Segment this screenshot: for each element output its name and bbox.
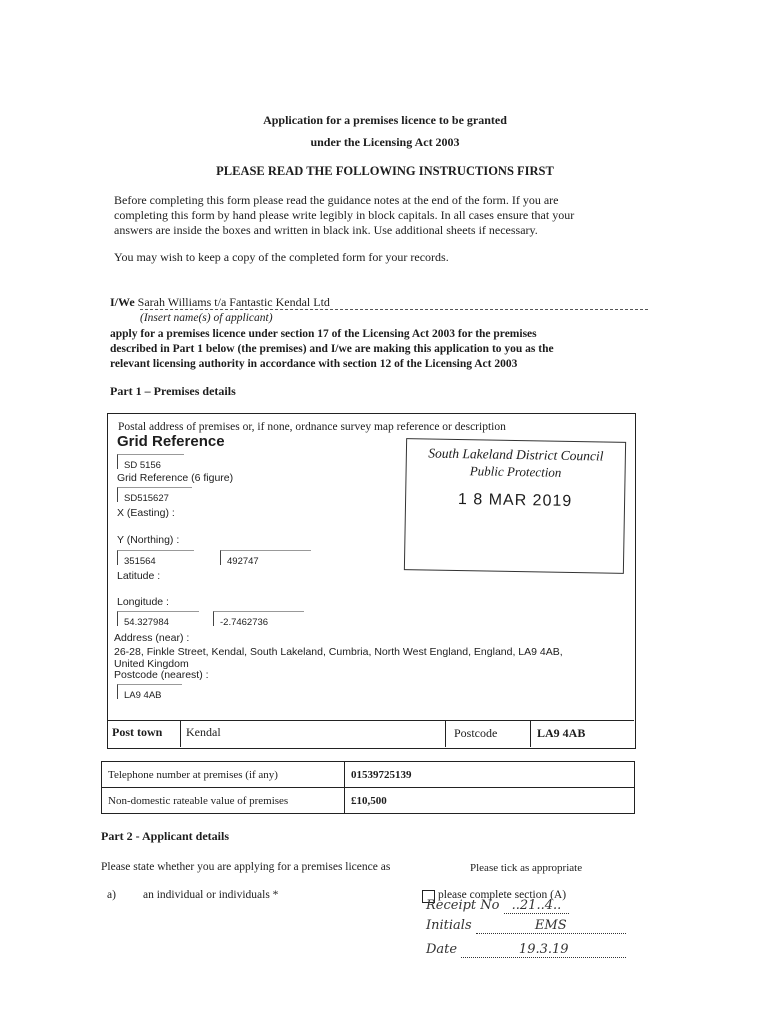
address-line: United Kingdom [114, 658, 189, 670]
apply-line: relevant licensing authority in accordance with section 12 of the Licensing Act 2003 [110, 358, 518, 370]
intro-paragraph [114, 193, 654, 238]
post-town-divider [180, 720, 181, 747]
applicant-prefix: I/We [110, 295, 135, 309]
post-town-divider [107, 720, 634, 721]
option-a-text: an individual or individuals * [143, 889, 279, 901]
apply-line: described in Part 1 below (the premises) and I/we are making this application to you as the [110, 343, 554, 355]
date-value: 19.3.19 [461, 942, 626, 958]
stamp-date: 1 8 MAR 2019 [457, 491, 573, 510]
address-line: 26-28, Finkle Street, Kendal, South Lakeland, Cumbria, North West England, England, LA9 4AB, [114, 646, 563, 658]
northing-field-1[interactable]: 351564 [117, 550, 194, 565]
applicant-name: Sarah Williams t/a Fantastic Kendal Ltd [137, 295, 330, 309]
table-row [102, 762, 635, 788]
form-subtitle: under the Licensing Act 2003 [310, 135, 460, 149]
records-note: You may wish to keep a copy of the completed form for your records. [114, 250, 449, 264]
table-row [102, 788, 635, 814]
grid6-field[interactable]: SD515627 [117, 487, 192, 502]
date-line [426, 942, 626, 958]
stamp-council: South Lakeland District Council [428, 445, 604, 464]
easting-label: X (Easting) : [117, 507, 175, 519]
northing-field-2[interactable]: 492747 [220, 550, 311, 565]
insert-name-note: (Insert name(s) of applicant) [140, 312, 273, 324]
latitude-label: Latitude : [117, 570, 161, 582]
intro-line: completing this form by hand please write legibly in block capitals. In all cases ensure that your [114, 208, 575, 222]
option-a-letter: a) [107, 889, 116, 901]
postcode-value[interactable]: LA9 4AB [537, 726, 586, 740]
initials-value: EMS [476, 918, 626, 934]
rateable-label: Non-domestic rateable value of premises [102, 788, 345, 814]
premises-info-table [101, 761, 635, 814]
form-title: Application for a premises licence to be granted [263, 113, 507, 127]
grid-reference-heading: Grid Reference [117, 433, 225, 450]
date-label: Date [426, 942, 458, 957]
initials-label: Initials [426, 918, 472, 933]
address-near-value [114, 646, 563, 670]
tick-note: Please tick as appropriate [470, 862, 583, 874]
apply-statement [110, 327, 670, 372]
option-a-action: please complete section (A) [438, 889, 567, 901]
stamp-department: Public Protection [469, 463, 562, 480]
longitude-label: Longitude : [117, 596, 169, 608]
part2-heading: Part 2 - Applicant details [101, 829, 229, 843]
rateable-value[interactable]: £10,500 [345, 788, 635, 814]
postcode-nearest-label: Postcode (nearest) : [114, 669, 209, 681]
receipt-label: Receipt No [426, 898, 500, 913]
post-town-divider [530, 720, 531, 747]
part2-question: Please state whether you are applying for a premises licence as [101, 861, 391, 873]
northing-label: Y (Northing) : [117, 534, 180, 546]
apply-line: apply for a premises licence under section 17 of the Licensing Act 2003 for the premises [110, 328, 537, 340]
initials-line [426, 918, 626, 934]
post-town-divider [445, 720, 446, 747]
phone-value[interactable]: 01539725139 [345, 762, 635, 788]
receipt-line [426, 898, 569, 913]
grid6-label: Grid Reference (6 figure) [117, 472, 234, 484]
intro-line: Before completing this form please read the guidance notes at the end of the form. If you are [114, 193, 559, 207]
postcode-nearest-field[interactable]: LA9 4AB [117, 684, 182, 699]
intro-line: answers are inside the boxes and written in black ink. Use additional sheets if necessary. [114, 223, 538, 237]
grid-reference-field[interactable]: SD 5156 [117, 454, 184, 469]
longitude-field-1[interactable]: 54.327984 [117, 611, 199, 626]
received-stamp [404, 438, 626, 574]
postcode-label: Postcode [454, 726, 498, 740]
post-town-value[interactable]: Kendal [186, 725, 221, 739]
post-town-label: Post town [112, 725, 163, 739]
longitude-field-2[interactable]: -2.7462736 [213, 611, 304, 626]
postal-address-label: Postal address of premises or, if none, ordnance survey map reference or description [118, 421, 506, 433]
applicant-name-underline [140, 309, 648, 310]
instructions-heading: PLEASE READ THE FOLLOWING INSTRUCTIONS FIRST [216, 164, 554, 178]
address-near-label: Address (near) : [114, 632, 190, 644]
phone-label: Telephone number at premises (if any) [102, 762, 345, 788]
receipt-value: ..21..4.. [504, 898, 570, 914]
applicant-line [110, 295, 650, 310]
part1-heading: Part 1 – Premises details [110, 384, 236, 398]
